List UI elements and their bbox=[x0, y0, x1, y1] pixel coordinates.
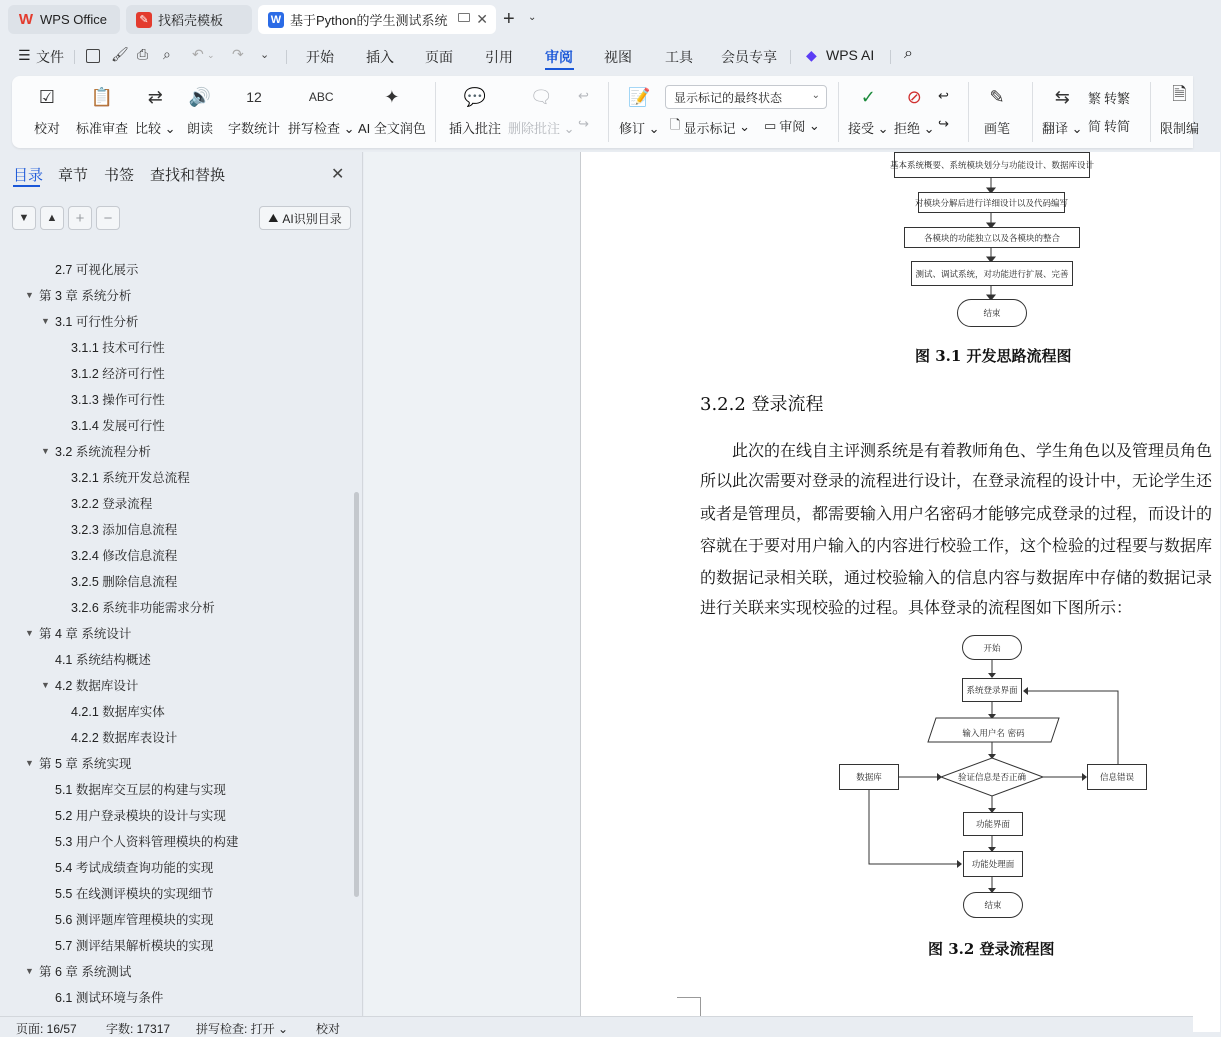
menu-page[interactable]: 页面 bbox=[425, 49, 453, 65]
toc-item-label: 5.4 考试成绩查询功能的实现 bbox=[55, 861, 214, 875]
divider bbox=[890, 50, 891, 64]
toc-item[interactable] bbox=[0, 854, 340, 880]
accept-icon: ✓ bbox=[860, 86, 876, 107]
restrict-editing-button[interactable]: 🗎 限制编 bbox=[1160, 84, 1200, 136]
navigation-panel bbox=[0, 152, 363, 1016]
toc-item[interactable] bbox=[0, 620, 340, 646]
spell-check-icon: ABC bbox=[308, 90, 334, 104]
toc-item-label: 3.2.1 系统开发总流程 bbox=[71, 471, 190, 485]
new-tab-icon[interactable]: + bbox=[503, 8, 515, 30]
read-aloud-icon: 🔊 bbox=[188, 86, 212, 107]
delete-comment-icon: 🗨 bbox=[529, 86, 553, 107]
toc-item[interactable] bbox=[0, 984, 340, 1010]
toc-item-label: 3.1.3 操作可行性 bbox=[71, 393, 165, 407]
track-changes-button[interactable]: 📝 修订 ⌄ bbox=[619, 84, 660, 137]
reject-icon: ⊘ bbox=[906, 86, 922, 107]
figure-caption: 图 3.2 登录流程图 bbox=[928, 940, 1055, 958]
proofread-status[interactable]: 校对 bbox=[316, 1022, 341, 1036]
menu-member[interactable]: 会员专享 bbox=[721, 49, 777, 65]
toc-item-label: 第 4 章 系统设计 bbox=[39, 627, 132, 641]
divider bbox=[608, 82, 609, 142]
toc-item-label: 5.6 测评题库管理模块的实现 bbox=[55, 913, 214, 927]
wps-logo-icon: W bbox=[18, 11, 34, 28]
flow-terminal: 结束 bbox=[957, 299, 1027, 327]
expand-arrow-icon[interactable]: ▼ bbox=[41, 680, 50, 690]
next-comment-icon[interactable]: ↪ bbox=[578, 116, 589, 131]
toc-item-label: 3.1.2 经济可行性 bbox=[71, 367, 165, 381]
status-bar bbox=[0, 1016, 1193, 1035]
window-icon[interactable] bbox=[458, 13, 470, 22]
flow-box: 数据库 bbox=[839, 764, 899, 790]
divider bbox=[1150, 82, 1151, 142]
toc-item[interactable] bbox=[0, 490, 340, 516]
brush-icon: ✎ bbox=[989, 86, 1005, 107]
tab-document[interactable] bbox=[258, 5, 496, 34]
divider bbox=[1032, 82, 1033, 142]
flow-box: 功能界面 bbox=[963, 812, 1023, 836]
toc-item-label: 3.2.4 修改信息流程 bbox=[71, 549, 178, 563]
close-icon[interactable]: ✕ bbox=[331, 166, 345, 183]
scrollbar-thumb[interactable] bbox=[354, 492, 359, 897]
restrict-icon: 🗎 bbox=[1172, 84, 1187, 104]
docer-icon: ✎ bbox=[136, 12, 152, 28]
active-tab-underline bbox=[13, 185, 40, 187]
tab-find-replace[interactable]: 查找和替换 bbox=[150, 167, 226, 184]
divider bbox=[790, 50, 791, 64]
ai-toc-button[interactable]: ⛰ AI识别目录 bbox=[259, 206, 351, 230]
tab-label: 找稻壳模板 bbox=[158, 13, 224, 28]
page-indicator[interactable]: 页面: 16/57 bbox=[16, 1022, 77, 1036]
remove-heading-button[interactable]: − bbox=[96, 206, 120, 230]
paragraph-line: 的数据记录相关联，通过校验输入的信息内容与数据库中存储的数据记录 bbox=[700, 568, 1213, 587]
paragraph-line: 进行关联来实现校验的过程。具体登录的流程图如下图所示： bbox=[700, 598, 1133, 617]
tab-wps-office[interactable] bbox=[8, 5, 120, 34]
standard-review-icon: 📋 bbox=[90, 86, 114, 107]
toc-item[interactable] bbox=[0, 594, 340, 620]
undo-icon[interactable]: ↶ bbox=[192, 46, 204, 62]
ai-polish-button[interactable]: ✦ AI 全文润色 bbox=[358, 84, 426, 137]
ai-toc-icon: ⛰ bbox=[268, 210, 279, 225]
insert-comment-button[interactable]: 💬 插入批注 bbox=[449, 84, 501, 137]
toc-item[interactable] bbox=[0, 880, 340, 906]
paragraph-line: 此次的在线自主评测系统是有着教师角色、学生角色以及管理员角色 bbox=[732, 441, 1213, 460]
paragraph-line: 容就在于要对用户输入的内容进行校验工作，这个检验的过程要与数据库 bbox=[700, 536, 1213, 555]
flow-box: 系统登录界面 bbox=[962, 678, 1022, 702]
to-traditional-button[interactable]: 繁 转繁 bbox=[1088, 88, 1130, 107]
toc-item[interactable] bbox=[0, 906, 340, 932]
toc-item-label: 第 6 章 系统测试 bbox=[39, 965, 132, 979]
review-pane-icon: ▭ bbox=[764, 117, 777, 133]
expand-arrow-icon[interactable]: ▼ bbox=[25, 966, 34, 976]
traditional-icon: 繁 bbox=[1088, 91, 1102, 106]
toc-item-label: 5.7 测评结果解析模块的实现 bbox=[55, 939, 214, 953]
to-simplified-button[interactable]: 简 转简 bbox=[1088, 116, 1130, 135]
paragraph-line: 所以此次需要对登录的流程进行设计，在登录流程的设计中，无论学生还 bbox=[700, 471, 1213, 490]
expand-arrow-icon[interactable]: ▼ bbox=[25, 758, 34, 768]
flow-box: 信息错误 bbox=[1087, 764, 1147, 790]
search-icon[interactable]: ⌕ bbox=[904, 45, 913, 62]
expand-arrow-icon[interactable]: ▼ bbox=[41, 316, 50, 326]
reject-button[interactable]: ⊘ 拒绝 ⌄ bbox=[894, 84, 935, 137]
prev-comment-icon[interactable]: ↩ bbox=[578, 88, 589, 103]
toc-item[interactable] bbox=[0, 568, 340, 594]
toc-item[interactable] bbox=[0, 438, 340, 464]
flow-box: 功能处理面 bbox=[963, 851, 1023, 877]
toc-item-label: 第 3 章 系统分析 bbox=[39, 289, 132, 303]
toc-item[interactable] bbox=[0, 932, 340, 958]
divider bbox=[74, 50, 75, 64]
save-icon[interactable] bbox=[86, 49, 100, 63]
delete-comment-button[interactable]: 🗨 删除批注 ⌄ bbox=[508, 84, 575, 137]
menu-view[interactable]: 视图 bbox=[604, 49, 632, 65]
spell-check-button[interactable]: ABC 拼写检查 ⌄ bbox=[288, 84, 355, 137]
toc-item-label: 3.1.1 技术可行性 bbox=[71, 341, 165, 355]
track-changes-icon: 📝 bbox=[628, 86, 651, 107]
document-page bbox=[580, 152, 1220, 1032]
add-heading-button[interactable]: + bbox=[68, 206, 92, 230]
standard-review-button[interactable]: 📋 标准审查 bbox=[76, 84, 128, 137]
toc-item-label: 2.7 可视化展示 bbox=[55, 263, 139, 277]
toc-item-label: 4.2.1 数据库实体 bbox=[71, 705, 165, 719]
wps-ai-icon[interactable]: ◆ bbox=[806, 47, 817, 63]
toc-item[interactable] bbox=[0, 776, 340, 802]
toc-item-label: 4.2.2 数据库表设计 bbox=[71, 731, 178, 745]
more-chevron-icon[interactable]: ⌄ bbox=[260, 49, 270, 61]
translate-icon: ⇆ bbox=[1054, 86, 1070, 107]
word-count-icon: 12 bbox=[246, 89, 262, 105]
expand-arrow-icon[interactable]: ▼ bbox=[25, 628, 34, 638]
toc-item[interactable] bbox=[0, 698, 340, 724]
toc-item-label: 3.1.4 发展可行性 bbox=[71, 419, 165, 433]
toc-item[interactable] bbox=[0, 464, 340, 490]
proofread-button[interactable]: ☑ 校对 bbox=[34, 84, 60, 137]
divider bbox=[286, 50, 287, 64]
toc-item-label: 6.1 测试环境与条件 bbox=[55, 991, 164, 1005]
divider bbox=[435, 82, 436, 142]
paragraph-line: 或者是管理员，都需要输入用户名密码才能够完成登录的过程，而设计的 bbox=[700, 504, 1213, 523]
word-count[interactable]: 字数: 17317 bbox=[106, 1022, 171, 1036]
expand-arrow-icon[interactable]: ▼ bbox=[25, 290, 34, 300]
toc-item[interactable] bbox=[0, 802, 340, 828]
toc-item-label: 5.2 用户登录模块的设计与实现 bbox=[55, 809, 226, 823]
format-painter-icon[interactable]: 🖌 bbox=[111, 46, 129, 62]
close-icon[interactable]: ✕ bbox=[476, 11, 488, 27]
divider bbox=[838, 82, 839, 142]
simplified-icon: 简 bbox=[1088, 119, 1102, 134]
toc-item-label: 3.2.5 删除信息流程 bbox=[71, 575, 178, 589]
flow-box: 各模块的功能独立以及各模块的整合 bbox=[904, 227, 1080, 248]
tab-chapters[interactable]: 章节 bbox=[58, 167, 89, 184]
toc-item-label: 5.3 用户个人资料管理模块的构建 bbox=[55, 835, 239, 849]
toc-item[interactable] bbox=[0, 958, 340, 984]
word-doc-icon: W bbox=[268, 12, 284, 28]
menu-insert[interactable]: 插入 bbox=[366, 49, 394, 65]
flow-decision: 验证信息是否正确 bbox=[957, 773, 1026, 783]
toc-item[interactable] bbox=[0, 672, 340, 698]
toc-item[interactable] bbox=[0, 412, 340, 438]
show-markup-icon: 🗋 bbox=[670, 117, 681, 132]
proofread-icon: ☑ bbox=[38, 86, 56, 107]
section-heading: 3.2.2 登录流程 bbox=[700, 394, 824, 415]
divider bbox=[968, 82, 969, 142]
menu-wps-ai[interactable]: WPS AI bbox=[826, 47, 875, 63]
menu-tools[interactable]: 工具 bbox=[665, 49, 693, 65]
ai-polish-icon: ✦ bbox=[384, 86, 400, 107]
hamburger-icon[interactable]: ☰ bbox=[18, 47, 31, 63]
toc-item-label: 5.5 在线测评模块的实现细节 bbox=[55, 887, 214, 901]
toc-item-label: 5.1 数据库交互层的构建与实现 bbox=[55, 783, 226, 797]
toc-item[interactable] bbox=[0, 516, 340, 542]
translate-button[interactable]: ⇆ 翻译 ⌄ bbox=[1042, 84, 1083, 137]
figure-3-1-connectors bbox=[581, 152, 1221, 352]
toc-item-label: 4.1 系统结构概述 bbox=[55, 653, 151, 667]
toc-item[interactable] bbox=[0, 308, 340, 334]
toc-item[interactable] bbox=[0, 542, 340, 568]
print-icon[interactable]: ⎙ bbox=[137, 46, 149, 62]
toc-item[interactable] bbox=[0, 334, 340, 360]
menu-review[interactable]: 审阅 bbox=[545, 49, 573, 65]
prev-change-icon[interactable]: ↩ bbox=[938, 88, 949, 103]
read-aloud-button[interactable]: 🔊 朗读 bbox=[187, 84, 213, 137]
tab-bookmarks[interactable]: 书签 bbox=[104, 167, 135, 184]
flow-start: 开始 bbox=[962, 635, 1022, 660]
expand-arrow-icon[interactable]: ▼ bbox=[41, 446, 50, 456]
toc-item[interactable] bbox=[0, 750, 340, 776]
chevron-down-icon[interactable]: ⌄ bbox=[528, 12, 537, 23]
collapse-all-button[interactable]: ▲ bbox=[40, 206, 64, 230]
tab-bar bbox=[0, 0, 1193, 40]
toc-item[interactable] bbox=[0, 386, 340, 412]
chevron-down-icon[interactable]: ⌄ bbox=[207, 50, 215, 60]
flow-box: 测试、调试系统，对功能进行扩展、完善 bbox=[911, 261, 1073, 286]
word-count-button[interactable]: 12 字数统计 bbox=[228, 84, 280, 137]
expand-all-button[interactable]: ▼ bbox=[12, 206, 36, 230]
tab-label: 基于Python的学生测试系统 bbox=[290, 13, 448, 28]
compare-button[interactable]: ⇄ 比较 ⌄ bbox=[135, 84, 176, 137]
toc-item[interactable] bbox=[0, 724, 340, 750]
tab-toc[interactable]: 目录 bbox=[13, 167, 44, 184]
menu-references[interactable]: 引用 bbox=[485, 49, 513, 65]
menu-bar bbox=[0, 40, 1193, 72]
menu-start[interactable]: 开始 bbox=[306, 49, 334, 65]
menu-file[interactable]: 文件 bbox=[36, 49, 64, 65]
toc-item-label: 4.2 数据库设计 bbox=[55, 679, 139, 693]
show-markup-button[interactable]: 🗋 显示标记 ⌄ bbox=[670, 116, 750, 138]
active-menu-underline bbox=[545, 68, 574, 70]
toc-item-label: 3.2.6 系统非功能需求分析 bbox=[71, 601, 215, 615]
insert-comment-icon: 💬 bbox=[463, 86, 487, 107]
flow-box: 对模块分解后进行详细设计以及代码编写 bbox=[918, 192, 1065, 213]
toc-item-label: 3.2 系统流程分析 bbox=[55, 445, 151, 459]
accept-button[interactable]: ✓ 接受 ⌄ bbox=[848, 84, 889, 137]
figure-caption: 图 3.1 开发思路流程图 bbox=[915, 347, 1072, 365]
toc-item-label: 3.1 可行性分析 bbox=[55, 315, 139, 329]
spell-check-status[interactable]: 拼写检查: 打开 ⌄ bbox=[196, 1022, 289, 1036]
print-preview-icon[interactable]: ⌕ bbox=[163, 46, 171, 62]
flow-box: 基本系统概要、系统模块划分与功能设计、数据库设计 bbox=[894, 152, 1090, 178]
toc-item[interactable] bbox=[0, 646, 340, 672]
flow-end: 结束 bbox=[963, 892, 1023, 918]
tab-docer[interactable] bbox=[126, 5, 252, 34]
toc-item-label: 第 5 章 系统实现 bbox=[39, 757, 132, 771]
document-area bbox=[364, 152, 1213, 1016]
toc-item[interactable] bbox=[0, 360, 340, 386]
compare-icon: ⇄ bbox=[147, 86, 163, 107]
flow-io: 输入用户名 密码 bbox=[962, 729, 1025, 739]
toc-item-label: 3.2.2 登录流程 bbox=[71, 497, 153, 511]
display-mode-select[interactable]: 显示标记的最终状态 ⌄ bbox=[665, 85, 827, 109]
toc-item[interactable] bbox=[0, 282, 340, 308]
brush-button[interactable]: ✎ 画笔 bbox=[984, 84, 1010, 137]
chevron-down-icon: ⌄ bbox=[811, 90, 820, 101]
ribbon-toolbar bbox=[12, 76, 1200, 148]
page-corner-mark bbox=[677, 997, 701, 1017]
tab-label: WPS Office bbox=[40, 12, 107, 27]
toc-item[interactable] bbox=[0, 828, 340, 854]
next-change-icon[interactable]: ↪ bbox=[938, 116, 949, 131]
toc-item-label: 3.2.3 添加信息流程 bbox=[71, 523, 178, 537]
redo-icon[interactable]: ↷ bbox=[232, 46, 244, 62]
review-pane-button[interactable]: ▭ 审阅 ⌄ bbox=[764, 117, 820, 134]
toc-item[interactable] bbox=[0, 256, 340, 282]
